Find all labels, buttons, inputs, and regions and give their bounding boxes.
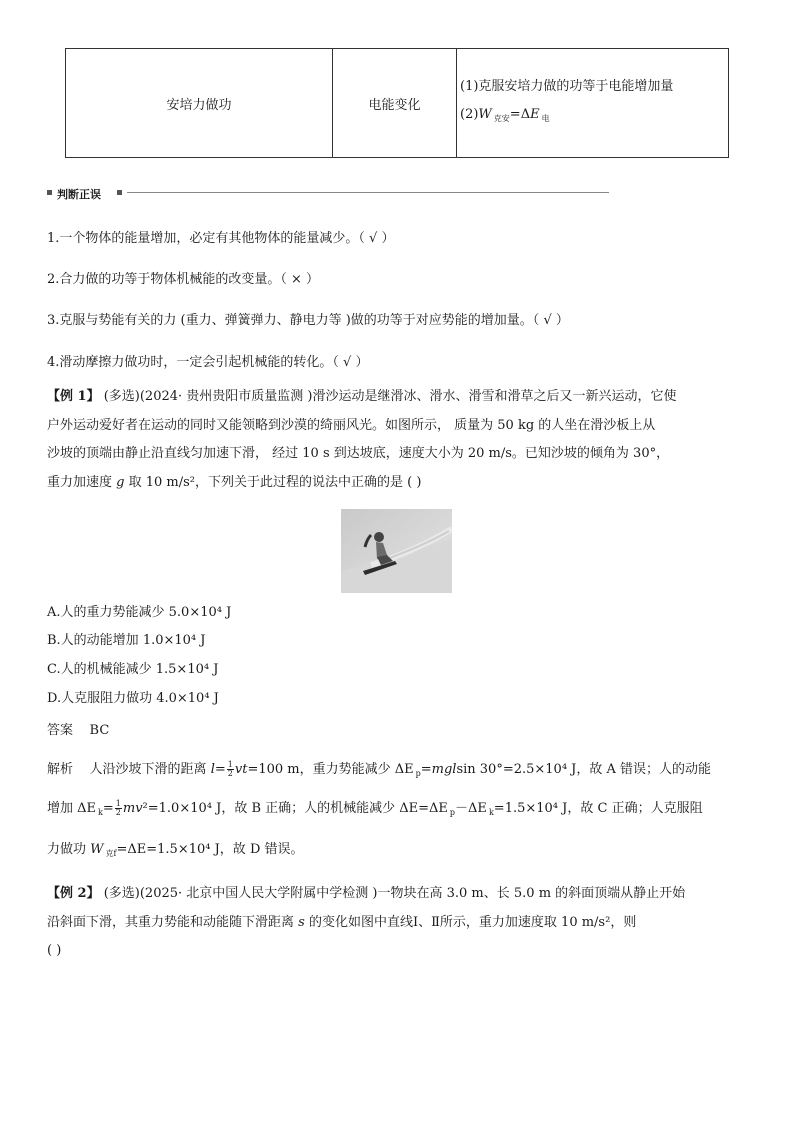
relation-prefix: (2) (460, 107, 479, 122)
subscript-ke-an: 克安 (493, 114, 510, 123)
analysis-line-3 (47, 841, 304, 863)
option-d: D.人克服阻力做功 4.0×10⁴ J (47, 691, 219, 706)
subscript-p: p (415, 769, 421, 778)
symbol-w: W (90, 842, 104, 857)
option-b: B.人的动能增加 1.0×10⁴ J (47, 633, 206, 648)
fraction-numerator: 1 (115, 799, 121, 808)
section-title: 判断正误 (57, 188, 101, 201)
example-1-line: 沙坡的顶端由静止沿直线匀加速下滑， 经过 10 s 到达坡底，速度大小为 20 m/s。已知沙坡的倾角为 30°， (47, 446, 670, 461)
symbol-mgl: =mgl (420, 762, 457, 777)
analysis-text: =ΔE=1.5×10⁴ J，故 D 错误。 (116, 842, 304, 857)
relation-mid: =Δ (509, 107, 531, 122)
example-text: 取 10 m/s²，下列关于此过程的说法中正确的是 ( ) (124, 474, 422, 490)
option-a: A.人的重力势能减少 5.0×10⁴ J (47, 605, 232, 620)
example-2-line (47, 909, 747, 938)
judgment-item: 4.滑动摩擦力做功时，一定会引起机械能的转化。（ √ ） (47, 355, 369, 370)
analysis-line-2 (47, 800, 703, 822)
section-header (47, 186, 609, 200)
table-cell-energy-change: 电能变化 (333, 49, 457, 158)
analysis-text: =1.5×10⁴ J，故 C 正确；人克服阻 (493, 801, 703, 816)
judgment-item: 2.合力做的功等于物体机械能的改变量。（ × ） (47, 272, 320, 287)
symbol-w: W (478, 107, 492, 122)
energy-table (65, 48, 729, 158)
subscript-p: p (449, 808, 456, 817)
example-text: (多选)(2024· 贵州贵阳市质量监测 )滑沙运动是继滑冰、滑水、滑雪和滑草之后又一新兴运动，它使 (103, 389, 677, 404)
fraction-numerator: 1 (227, 760, 233, 769)
relation-line-2 (460, 101, 727, 133)
example-2-line: ( ) (47, 943, 62, 958)
table-cell-relation (457, 49, 729, 158)
symbol-l: l (210, 762, 215, 777)
judgment-item: 3.克服与势能有关的力 (重力、弹簧弹力、静电力等 )做的功等于对应势能的增加量。（ √ ） (47, 313, 569, 328)
subscript-dian: 电 (541, 114, 550, 123)
symbol-vt: vt (234, 762, 248, 777)
answer-label: 答案 (47, 723, 74, 738)
analysis-text: 人沿沙坡下滑的距离 (89, 762, 211, 777)
analysis-text: －ΔE (455, 801, 487, 816)
example-tag: 【例 2】 (47, 886, 100, 901)
example-text: 重力加速度 (47, 474, 117, 490)
fraction-half (115, 800, 122, 817)
answer (47, 722, 109, 740)
relation-line-1: (1)克服安培力做的功等于电能增加量 (460, 79, 674, 94)
fraction-half (227, 761, 234, 778)
square-bullet-icon (47, 190, 52, 195)
example-1-line: 户外运动爱好者在运动的同时又能领略到沙漠的绮丽风光。如图所示， 质量为 50 kg 的人坐在滑沙板上从 (47, 417, 656, 433)
analysis-text: sin 30°=2.5×10⁴ J，故 A 错误；人的动能 (456, 762, 712, 777)
analysis-text: ²=1.0×10⁴ J，故 B 正确；人的机械能减少 ΔE=ΔE (142, 801, 448, 816)
example-1 (47, 383, 747, 497)
analysis-line-1 (47, 761, 711, 783)
square-bullet-icon (117, 190, 122, 195)
symbol-g: g (116, 474, 125, 490)
answer-value: BC (89, 723, 110, 738)
analysis-text: 增加 ΔE (47, 801, 97, 816)
example-text: 沿斜面下滑，其重力势能和动能随下滑距离 (47, 914, 299, 930)
analysis-text: 力做功 (47, 842, 91, 857)
subscript-k: k (488, 808, 494, 817)
fraction-denominator: 2 (115, 808, 121, 817)
example-1-line (47, 469, 747, 498)
judgment-item: 1.一个物体的能量增加，必定有其他物体的能量减少。（ √ ） (47, 231, 395, 246)
symbol-mv: mv (122, 801, 143, 816)
example-tag: 【例 1】 (47, 389, 100, 404)
analysis-label: 解析 (47, 762, 74, 777)
example-2 (47, 880, 747, 966)
example-2-line (47, 880, 747, 909)
symbol-e: E (530, 107, 540, 122)
option-c: C.人的机械能减少 1.5×10⁴ J (47, 662, 219, 677)
analysis-text: =100 m，重力势能减少 ΔE (247, 762, 414, 777)
example-text: (多选)(2025· 北京中国人民大学附属中学检测 )一物块在高 3.0 m、长 5.0 m 的斜面顶端从静止开始 (103, 886, 686, 901)
example-1-line (47, 383, 747, 412)
symbol-s: s (298, 914, 305, 930)
subscript-k: k (98, 808, 103, 817)
subscript-ke-f: 克f (105, 849, 117, 858)
fraction-denominator: 2 (227, 769, 233, 778)
section-divider (127, 192, 609, 193)
sand-sliding-photo (341, 509, 452, 593)
analysis-text: = (102, 801, 114, 816)
table-cell-work-type: 安培力做功 (66, 49, 333, 158)
analysis-text: = (214, 762, 226, 777)
example-text: 的变化如图中直线Ⅰ、Ⅱ所示，重力加速度取 10 m/s²，则 (304, 914, 637, 930)
